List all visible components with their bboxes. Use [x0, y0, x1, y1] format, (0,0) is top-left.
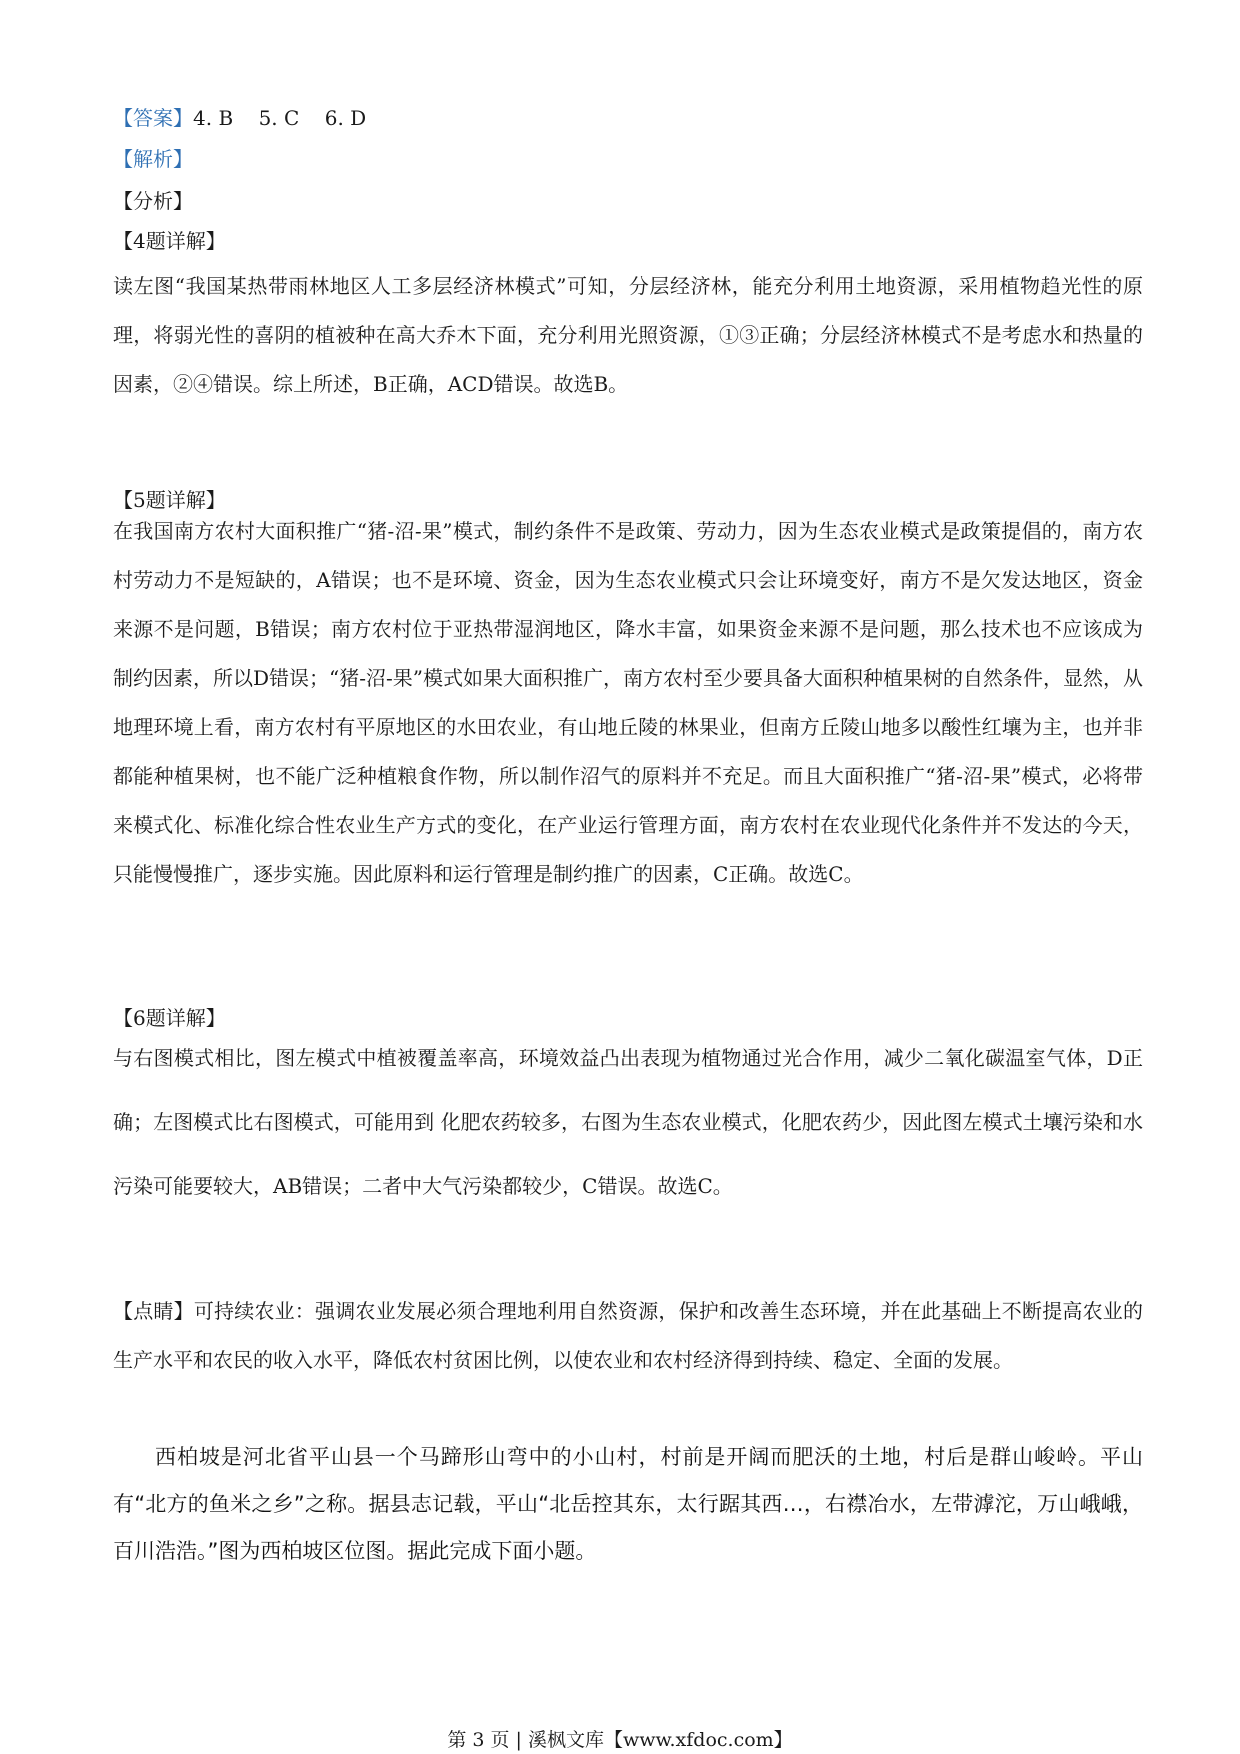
answer-line [113, 104, 366, 132]
q4-heading: 【4题详解】 [113, 229, 226, 253]
dianjing-label: 【点睛】 [113, 1299, 194, 1323]
q4-body: 读左图“我国某热带雨林地区人工多层经济林模式”可知，分层经济林，能充分利用土地资源，采用植物趋光性的原理，将弱光性的喜阴的植被种在高大乔木下面，充分利用光照资源，①③正确；分层经济林模式不是考虑水和热量的因素，②④错误。综上所述，B正确，ACD错误。故选B。 [113, 274, 1143, 396]
q5-body: 在我国南方农村大面积推广“猪-沼-果”模式，制约条件不是政策、劳动力，因为生态农业模式是政策提倡的，南方农村劳动力不是短缺的，A错误；也不是环境、资金，因为生态农业模式只会让环境变好，南方不是欠发达地区，资金来源不是问题，B错误；南方农村位于亚热带湿润地区，降水丰富，如果资金来源不是问题，那么技术也不应该成为制约因素，所以D错误；“猪-沼-果”模式如果大面积推广，南方农村至少要具备大面积种植果树的自然条件，显然，从地理环境上看，南方农村有平原地区的水田农业，有山地丘陵的林果业，但南方丘陵山地多以酸性红壤为主，也并非都能种植果树，也不能广泛种植粮食作物，所以制作沼气的原料并不充足。而且大面积推广“猪-沼-果”模式，必将带来模式化、标准化综合性农业生产方式的变化，在产业运行管理方面，南方农村在农业现代化条件并不发达的今天，只能慢慢推广，逐步实施。因此原料和运行管理是制约推广的因素，C正确。故选C。 [113, 519, 1143, 886]
q5-heading: 【5题详解】 [113, 488, 226, 512]
q6-body: 与右图模式相比，图左模式中植被覆盖率高，环境效益凸出表现为植物通过光合作用，减少二氧化碳温室气体，D正确；左图模式比右图模式，可能用到 化肥农药较多，右图为生态农业模式，化肥农药少，因此图左模式土壤污染和水污染可能要较大，AB错误；二者中大气污染都较少，C错误。故选C。 [113, 1046, 1143, 1198]
dianjing-block [113, 1287, 1143, 1385]
fenxi-label: 【分析】 [113, 189, 193, 213]
q6-heading: 【6题详解】 [113, 1006, 226, 1030]
answer-text: 4. B 5. C 6. D [193, 106, 367, 130]
next-question-intro: 西柏坡是河北省平山县一个马蹄形山弯中的小山村，村前是开阔而肥沃的土地，村后是群山峻岭。平山有“北方的鱼米之乡”之称。据县志记载，平山“北岳控其东，太行踞其西…，右襟冶水，左带滹沱，万山峨峨，百川浩浩。”图为西柏坡区位图。据此完成下面小题。 [113, 1445, 1143, 1563]
answer-label: 【答案】 [113, 106, 193, 130]
page-footer: 第 3 页 | 溪枫文库【www.xfdoc.com】 [447, 1729, 793, 1751]
dianjing-body: 可持续农业：强调农业发展必须合理地利用自然资源，保护和改善生态环境，并在此基础上不断提高农业的生产水平和农民的收入水平，降低农村贫困比例，以使农业和农村经济得到持续、稳定、全面的发展。 [113, 1299, 1144, 1372]
analysis-label: 【解析】 [113, 147, 193, 171]
